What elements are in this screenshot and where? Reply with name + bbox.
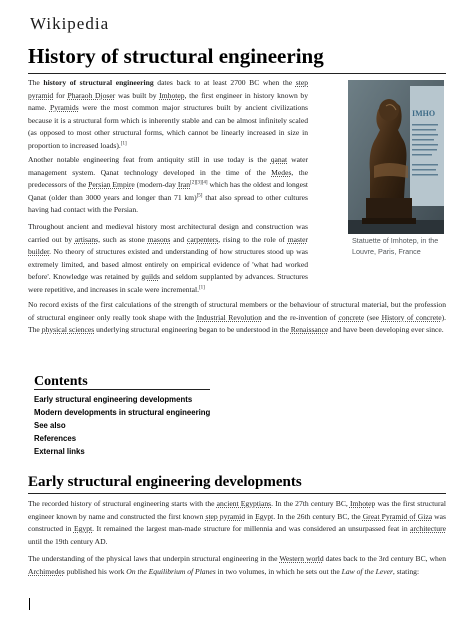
text-cursor (29, 598, 30, 610)
section-paragraph-1: The recorded history of structural engineering starts with the ancient Egyptians. In the 27th century BC, Imhotep was the first structural engineer known by name and constructed the first known step pyramid in Egypt. In the 26th century BC, the Great Pyramid of Giza was constructed in Egypt. It remained the largest man-made structure for millennia and was considered an unsurpassed feat in architecture until the 19th century AD. (28, 499, 446, 546)
link-renaissance[interactable]: Renaissance (290, 325, 329, 335)
section-divider (28, 493, 446, 494)
toc-item-references[interactable]: References (34, 434, 77, 443)
link-physical-sciences[interactable]: physical sciences (41, 325, 95, 335)
toc-title: Contents (34, 374, 88, 389)
link-carpenters[interactable]: carpenters (187, 234, 219, 244)
toc-item-early-developments[interactable]: Early structural engineering developments (34, 395, 193, 404)
wikipedia-wordmark[interactable]: Wikipedia (30, 14, 110, 33)
link-guilds[interactable]: guilds (141, 272, 160, 282)
section-paragraph-2: The understanding of the physical laws that underpin structural engineering in the Western world dates back to the 3rd century BC, when Archimedes published his work On the Equilibrium of Planes in two volumes, in which he sets out the Law of the Lever, stating: (28, 554, 446, 576)
link-imhotep[interactable]: Imhotep (159, 90, 185, 100)
link-pyramids[interactable]: Pyramids (49, 103, 79, 113)
intro-paragraph-4: No record exists of the first calculations of the strength of structural members or the behaviour of structural material, but the profession of structural engineer only really took shape with the Industrial Revolution and the re-invention of concrete (see History of concrete). The physical sciences underlying structural engineering began to be understood in the Renaissance and have been developing ever since. (28, 300, 446, 335)
link-ancient-egyptians[interactable]: ancient Egyptians (216, 499, 272, 508)
reference-1b[interactable]: [1] (198, 285, 205, 291)
link-step-pyramid-2[interactable]: step pyramid (205, 511, 246, 521)
article-subject-bold: history of structural engineering (43, 78, 154, 87)
link-pharaoh-djoser[interactable]: Pharaoh Djoser (67, 90, 116, 100)
intro-paragraph-1: The history of structural engineering dates back to at least 2700 BC when the step pyramid for Pharaoh Djoser was built by Imhotep, the first engineer in history known by name. Pyramids were the most common major structures built by ancient civilizations because it is a structural form which is inherently stable and can be almost infinitely scaled (as opposed to most other structural forms, which cannot be linearly increased in size in proportion to increased loads).[1] (28, 78, 309, 150)
link-great-pyramid-of-giza[interactable]: Great Pyramid of Giza (362, 511, 433, 521)
toc-item-see-also[interactable]: See also (34, 421, 66, 430)
link-medes[interactable]: Medes (271, 167, 292, 177)
museum-plaque-text: IMHO (412, 109, 436, 118)
link-imhotep-2[interactable]: Imhotep (349, 499, 376, 508)
reference-2-4[interactable]: [2][3][4] (190, 180, 208, 186)
intro-paragraph-3: Throughout ancient and medieval history most architectural design and construction was carried out by artisans, such as stone masons and carpenters, rising to the role of master builder. No theory of structures existed and understanding of how structures stood up was extremely limited, and based almost entirely on empirical evidence of 'what had worked before'. Knowledge was retained by guilds and seldom supplanted by advances. Structures were repetitive, and increases in scale were incremental.[1] (28, 222, 309, 294)
toc-item-modern-developments[interactable]: Modern developments in structural engineering (34, 408, 211, 417)
link-persian-empire[interactable]: Persian Empire (88, 180, 135, 190)
link-history-of-concrete[interactable]: History of concrete (381, 312, 442, 322)
work-title-equilibrium: On the Equilibrium of Planes (126, 566, 216, 576)
law-of-the-lever-title: Law of the Lever (341, 566, 393, 576)
title-divider (28, 73, 446, 74)
link-architecture[interactable]: architecture (410, 524, 446, 534)
reference-5[interactable]: [5] (196, 193, 203, 199)
link-archimedes[interactable]: Archimedes (28, 566, 65, 576)
section-heading-early-developments: Early structural engineering developments (28, 474, 302, 490)
intro-paragraph-2: Another notable engineering feat from antiquity still in use today is the qanat water management system. Qanat technology developed in the time of the Medes, the predecessors of the Persian Empire (modern-day Iran[2][3][4] which has the oldest and longest Qanat (older than 3000 years and longer than 71 km)[5] that also spread to other cultures having had contact with the Persian. (28, 155, 309, 215)
link-egypt-2[interactable]: Egypt (73, 524, 93, 534)
toc-item-external-links[interactable]: External links (34, 447, 85, 456)
link-egypt[interactable]: Egypt (255, 511, 274, 521)
page-title: History of structural engineering (28, 44, 324, 68)
reference-1[interactable]: [1] (120, 141, 127, 147)
toc-divider (34, 389, 210, 390)
link-qanat[interactable]: qanat (270, 155, 288, 164)
link-artisans[interactable]: artisans (74, 234, 99, 244)
link-western-world[interactable]: Western world (279, 554, 324, 563)
image-caption: Statuette of Imhotep, in the Louvre, Paris, France (352, 236, 439, 256)
link-industrial-revolution[interactable]: Industrial Revolution (196, 312, 263, 322)
link-step-pyramid[interactable]: step pyramid (28, 78, 308, 100)
link-master-builder[interactable]: master builder (28, 234, 308, 257)
imhotep-statuette-image[interactable] (348, 80, 444, 234)
link-iran[interactable]: Iran (177, 180, 191, 190)
link-concrete[interactable]: concrete (338, 312, 365, 322)
link-masons[interactable]: masons (147, 234, 171, 244)
